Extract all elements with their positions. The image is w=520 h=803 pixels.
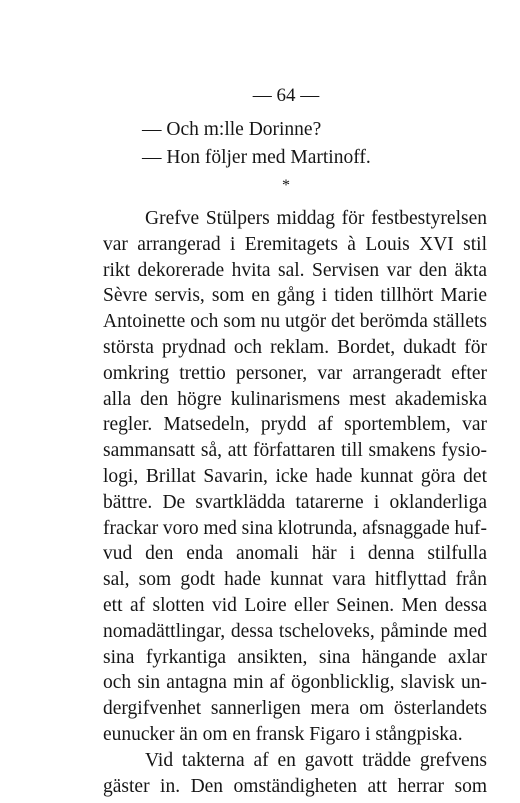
dialogue-line: — Hon följer med Martinoff.: [142, 147, 371, 168]
page-number: — 64 —: [252, 85, 320, 106]
section-separator: *: [282, 177, 290, 194]
text-line: rikt dekorerade hvita sal. Servisen var den äkta: [103, 259, 487, 281]
dialogue-line: — Och m:lle Dorinne?: [142, 119, 322, 140]
text-line: logi, Brillat Savarin, icke hade kunnat göra det: [103, 465, 487, 487]
text-line: frackar voro med sina klotrunda, afsnaggade huf-: [103, 517, 487, 539]
text-line: nomadättlingar, dessa tscheloveks, påminde med: [103, 620, 487, 642]
text-line: var arrangerad i Eremitagets à Louis XVI stil: [103, 233, 487, 255]
text-line: och sin antagna min af ögonblicklig, slavisk un-: [103, 672, 487, 694]
text-line: omkring trettio personer, var arrangeradt efter: [103, 362, 487, 384]
text-line: Antoinette och som nu utgör det berömda ställets: [103, 311, 487, 333]
text-line: sal, som godt hade kunnat vara hitflyttad från: [103, 569, 487, 591]
body-paragraph: [103, 206, 487, 799]
text-line: bättre. De svartklädda tatarerne i oklanderliga: [103, 491, 487, 513]
text-line: ett af slotten vid Loire eller Seinen. Men dessa: [103, 594, 487, 616]
text-line: alla den högre kulinarismens mest akademiska: [103, 388, 487, 410]
text-line: vud den enda anomali här i denna stilfulla: [103, 543, 487, 565]
text-line: eunucker än om en fransk Figaro i stångpiska.: [103, 723, 463, 745]
text-line: sina fyrkantiga ansikten, sina hängande axlar: [103, 646, 487, 668]
text-line: Grefve Stülpers middag för festbestyrelsen: [145, 208, 487, 229]
text-line: gäster in. Den omständigheten att herrar som: [103, 775, 487, 797]
text-line: regler. Matsedeln, prydd af sportemblem, var: [103, 414, 487, 436]
text-line: dergifvenhet sannerligen mera om österlandets: [103, 698, 487, 720]
text-line: Vid takterna af en gavott trädde grefvens: [145, 749, 487, 771]
text-line: sammansatt så, att författaren till smakens fysio-: [103, 440, 487, 462]
text-line: Sèvre servis, som en gång i tiden tillhört Marie: [103, 285, 487, 307]
text-line: största prydnad och reklam. Bordet, dukadt för: [103, 336, 487, 358]
